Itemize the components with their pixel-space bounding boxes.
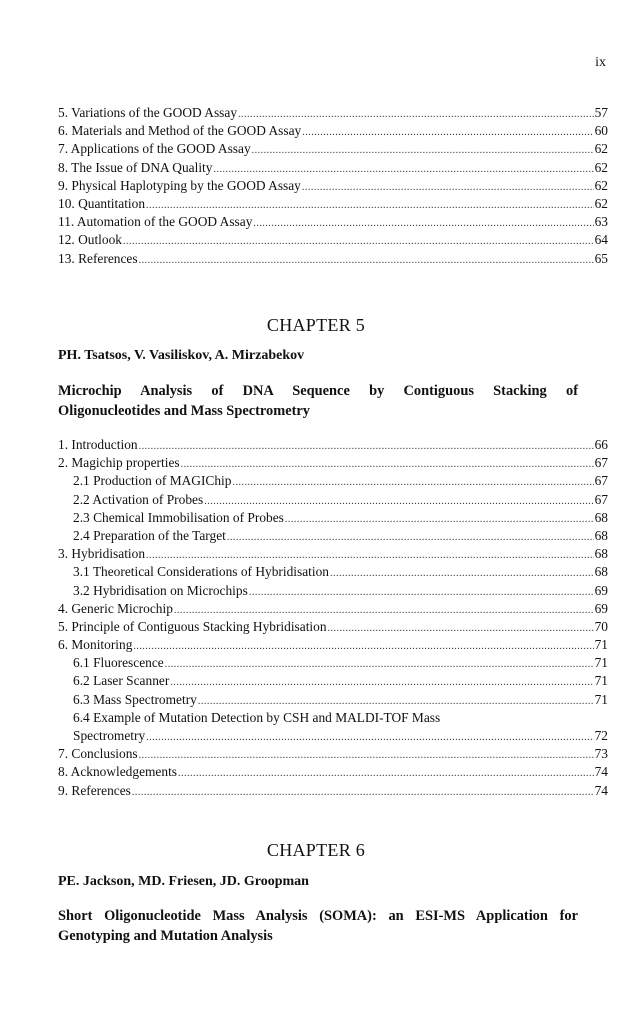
toc-entry-page: 62 <box>594 177 608 193</box>
toc-entry[interactable] <box>58 122 608 140</box>
toc-entry-page: 71 <box>594 655 608 671</box>
toc-entry-label: 2.1 Production of MAGIChip <box>73 473 232 489</box>
toc-entry-label: 1. Introduction <box>58 437 138 452</box>
toc-entry-page: 74 <box>594 764 608 780</box>
chapter6-title-line1: Short Oligonucleotide Mass Analysis (SOMA): an ESI-MS Application for <box>58 908 578 924</box>
toc-entry[interactable] <box>58 654 608 672</box>
toc-entry-label: 6. Materials and Method of the GOOD Assay <box>58 123 302 139</box>
toc-entry-page: 62 <box>594 195 608 211</box>
toc-entry-page: 65 <box>594 250 608 266</box>
toc-entry-page: 63 <box>594 214 608 230</box>
toc-entry-page: 60 <box>594 123 608 139</box>
toc-entry-label: 3.2 Hybridisation on Microchips <box>73 582 248 598</box>
toc-entry-page: 74 <box>594 782 608 798</box>
toc-entry-label: 11. Automation of the GOOD Assay <box>58 214 253 230</box>
toc-entry[interactable] <box>58 636 608 654</box>
toc-entry-label: 5. Variations of the GOOD Assay <box>58 105 238 120</box>
toc-entry-page: 68 <box>594 546 608 562</box>
chapter5-title-line1: Microchip Analysis of DNA Sequence by Contiguous Stacking of <box>58 383 578 399</box>
toc-entry-label: 8. The Issue of DNA Quality <box>58 159 213 175</box>
toc-entry-label: 2. Magichip properties <box>58 455 180 471</box>
chapter5-title-line2: Oligonucleotides and Mass Spectrometry <box>58 403 310 419</box>
toc-entry-page: 72 <box>594 728 608 743</box>
toc-entry-label: 6. Monitoring <box>58 637 133 653</box>
chapter5-authors: PH. Tsatsos, V. Vasiliskov, A. Mirzabekov <box>58 348 305 363</box>
toc-entry-page: 67 <box>594 473 608 489</box>
toc-entry-label: Spectrometry <box>73 728 146 743</box>
toc-entry-page: 69 <box>594 582 608 598</box>
toc-entry[interactable] <box>58 727 608 745</box>
toc-entry[interactable] <box>58 213 608 231</box>
toc-entry[interactable] <box>58 618 608 636</box>
chapter5-toc <box>58 436 608 800</box>
chapter6-authors: PE. Jackson, MD. Friesen, JD. Groopman <box>58 874 309 889</box>
toc-entry-label: 7. Conclusions <box>58 746 138 762</box>
toc-entry-label: 6.1 Fluorescence <box>73 655 164 671</box>
toc-entry[interactable] <box>58 104 608 122</box>
toc-entry-label: 7. Applications of the GOOD Assay <box>58 141 251 157</box>
toc-entry-label: 2.2 Activation of Probes <box>73 491 204 507</box>
toc-entry-label: 2.4 Preparation of the Target <box>73 527 226 543</box>
toc-entry-label: 10. Quantitation <box>58 195 146 211</box>
toc-entry-page: 71 <box>594 691 608 707</box>
toc-entry-label: 12. Outlook <box>58 232 122 248</box>
page-number: ix <box>595 55 606 70</box>
toc-entry-page: 70 <box>594 618 608 634</box>
toc-entry[interactable] <box>58 436 608 454</box>
toc-entry-label: 3.1 Theoretical Considerations of Hybridisation <box>73 564 329 580</box>
toc-entry-page: 73 <box>594 746 608 762</box>
toc-entry[interactable] <box>58 454 608 472</box>
chapter5-title <box>58 381 578 421</box>
toc-entry-label: 2.3 Chemical Immobilisation of Probes <box>73 509 284 525</box>
toc-entry-page: 57 <box>594 105 608 120</box>
toc-entry[interactable] <box>58 250 608 268</box>
chapter6-title <box>58 906 578 946</box>
toc-entry[interactable] <box>58 231 608 249</box>
toc-entry-page: 64 <box>594 232 608 248</box>
toc-entry-page: 69 <box>594 600 608 616</box>
toc-entry-page: 71 <box>594 673 608 689</box>
toc-entry-label: 6.2 Laser Scanner <box>73 673 170 689</box>
toc-entry-page: 67 <box>594 491 608 507</box>
toc-entry[interactable] <box>58 472 608 490</box>
chapter6-heading: CHAPTER 6 <box>266 840 366 860</box>
toc-entry-page: 67 <box>594 455 608 471</box>
toc-entry[interactable] <box>58 195 608 213</box>
toc-entry-page: 68 <box>594 564 608 580</box>
toc-entry-label: 9. Physical Haplotyping by the GOOD Assay <box>58 177 301 193</box>
toc-entry[interactable] <box>58 745 608 763</box>
toc-entry[interactable] <box>58 159 608 177</box>
toc-entry-label: 3. Hybridisation <box>58 546 146 562</box>
toc-entry[interactable] <box>58 763 608 781</box>
toc-entry-page: 68 <box>594 527 608 543</box>
toc-entry[interactable] <box>58 582 608 600</box>
toc-entry[interactable] <box>58 527 608 545</box>
chapter5-heading: CHAPTER 5 <box>266 315 366 335</box>
prev-chapter-toc <box>58 104 608 268</box>
toc-entry-label: 5. Principle of Contiguous Stacking Hybridisation <box>58 618 327 634</box>
toc-entry[interactable] <box>58 782 608 800</box>
toc-entry[interactable] <box>58 491 608 509</box>
toc-entry[interactable] <box>58 140 608 158</box>
toc-entry[interactable] <box>58 509 608 527</box>
toc-entry[interactable] <box>58 563 608 581</box>
toc-entry-label: 6.3 Mass Spectrometry <box>73 691 197 707</box>
toc-entry-label: 4. Generic Microchip <box>58 600 173 616</box>
toc-entry-label: 13. References <box>58 250 138 266</box>
toc-entry-page: 66 <box>594 437 608 452</box>
toc-entry-page: 71 <box>594 637 608 653</box>
toc-entry[interactable] <box>58 545 608 563</box>
toc-entry-page: 68 <box>594 509 608 525</box>
toc-entry-page: 62 <box>594 159 608 175</box>
toc-entry-label: 9. References <box>58 782 131 798</box>
toc-entry[interactable] <box>58 177 608 195</box>
toc-entry-label: 6.4 Example of Mutation Detection by CSH and MALDI-TOF Mass <box>73 709 441 725</box>
toc-entry[interactable] <box>58 691 608 709</box>
chapter6-title-line2: Genotyping and Mutation Analysis <box>58 928 273 944</box>
toc-entry-page: 62 <box>594 141 608 157</box>
toc-entry[interactable] <box>58 709 608 727</box>
toc-entry[interactable] <box>58 672 608 690</box>
toc-entry-label: 8. Acknowledgements <box>58 764 178 780</box>
toc-entry[interactable] <box>58 600 608 618</box>
